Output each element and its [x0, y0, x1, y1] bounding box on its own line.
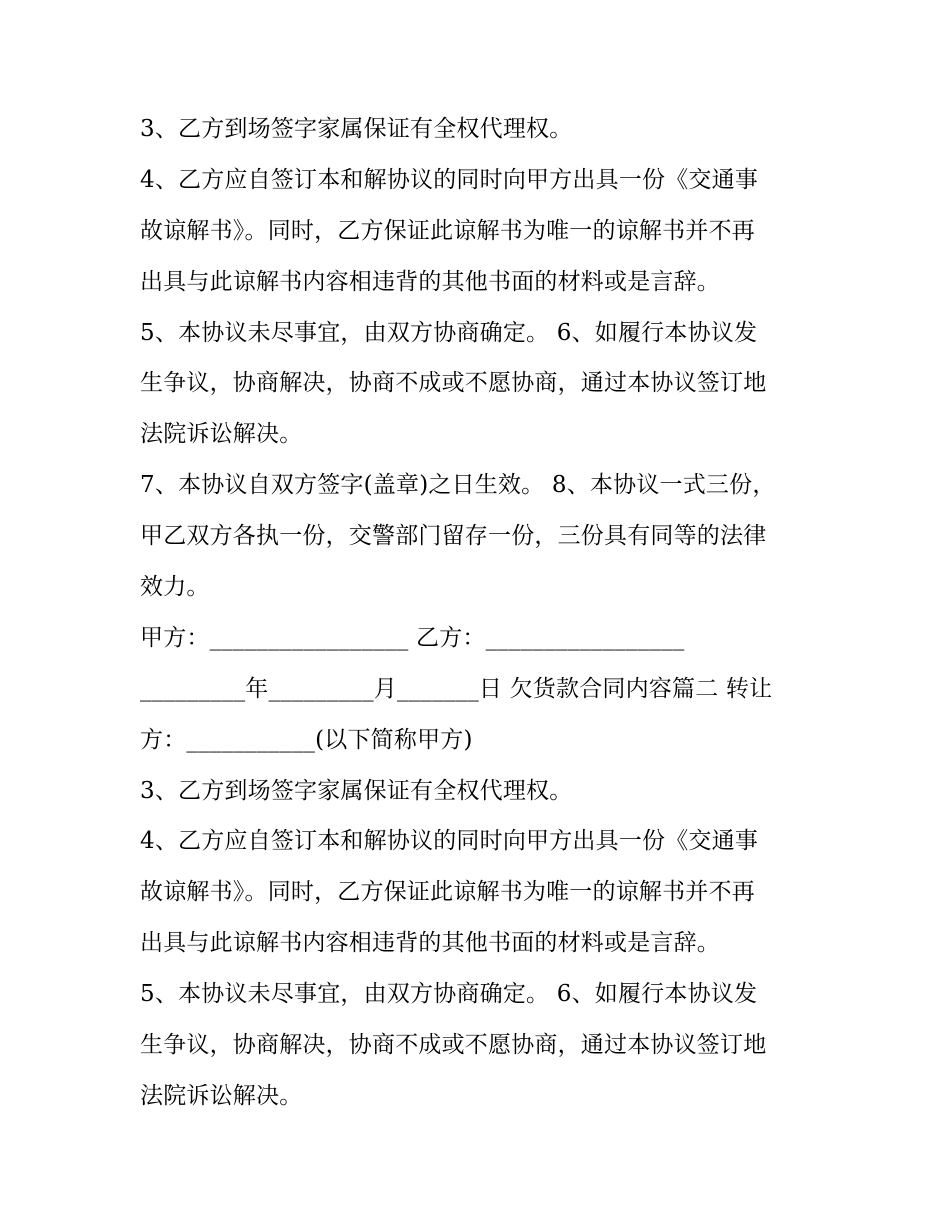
text-line: 法院诉讼解决。 — [140, 1082, 303, 1109]
text-line: 出具与此谅解书内容相违背的其他书面的材料或是言辞。 — [140, 268, 720, 295]
text-line: 生争议，协商解决，协商不成或不愿协商，通过本协议签订地 — [140, 1032, 767, 1059]
text-line: 出具与此谅解书内容相违背的其他书面的材料或是言辞。 — [140, 930, 720, 957]
text-line: 甲乙双方各执一份，交警部门留存一份，三份具有同等的法律 — [140, 523, 767, 550]
text-line: 故谅解书》。同时，乙方保证此谅解书为唯一的谅解书并不再 — [140, 879, 755, 906]
text-line: 5、本协议未尽事宜，由双方协商确定。 6、如履行本协议发 — [140, 981, 758, 1008]
text-line: 7、本协议自双方签字(盖章)之日生效。 8、本协议一式三份， — [140, 472, 776, 499]
text-line: 5、本协议未尽事宜，由双方协商确定。 6、如履行本协议发 — [140, 319, 758, 346]
signature-line: 甲方：_________________ 乙方：_________________ — [140, 624, 685, 651]
text-line: 生争议，协商解决，协商不成或不愿协商，通过本协议签订地 — [140, 370, 767, 397]
text-line: 3、乙方到场签字家属保证有全权代理权。 — [140, 777, 573, 804]
text-line: 3、乙方到场签字家属保证有全权代理权。 — [140, 116, 573, 142]
date-line: _________年_________月_______日 欠货款合同内容篇二 转让 — [140, 675, 773, 702]
text-line: 法院诉讼解决。 — [140, 421, 303, 448]
text-line: 4、乙方应自签订本和解协议的同时向甲方出具一份《交通事 — [140, 166, 759, 193]
text-line: 效力。 — [140, 574, 210, 601]
text-line: 方：___________(以下简称甲方) — [140, 726, 473, 753]
document-page — [140, 104, 820, 1122]
text-line: 故谅解书》。同时，乙方保证此谅解书为唯一的谅解书并不再 — [140, 217, 755, 244]
text-line: 4、乙方应自签订本和解协议的同时向甲方出具一份《交通事 — [140, 828, 759, 855]
